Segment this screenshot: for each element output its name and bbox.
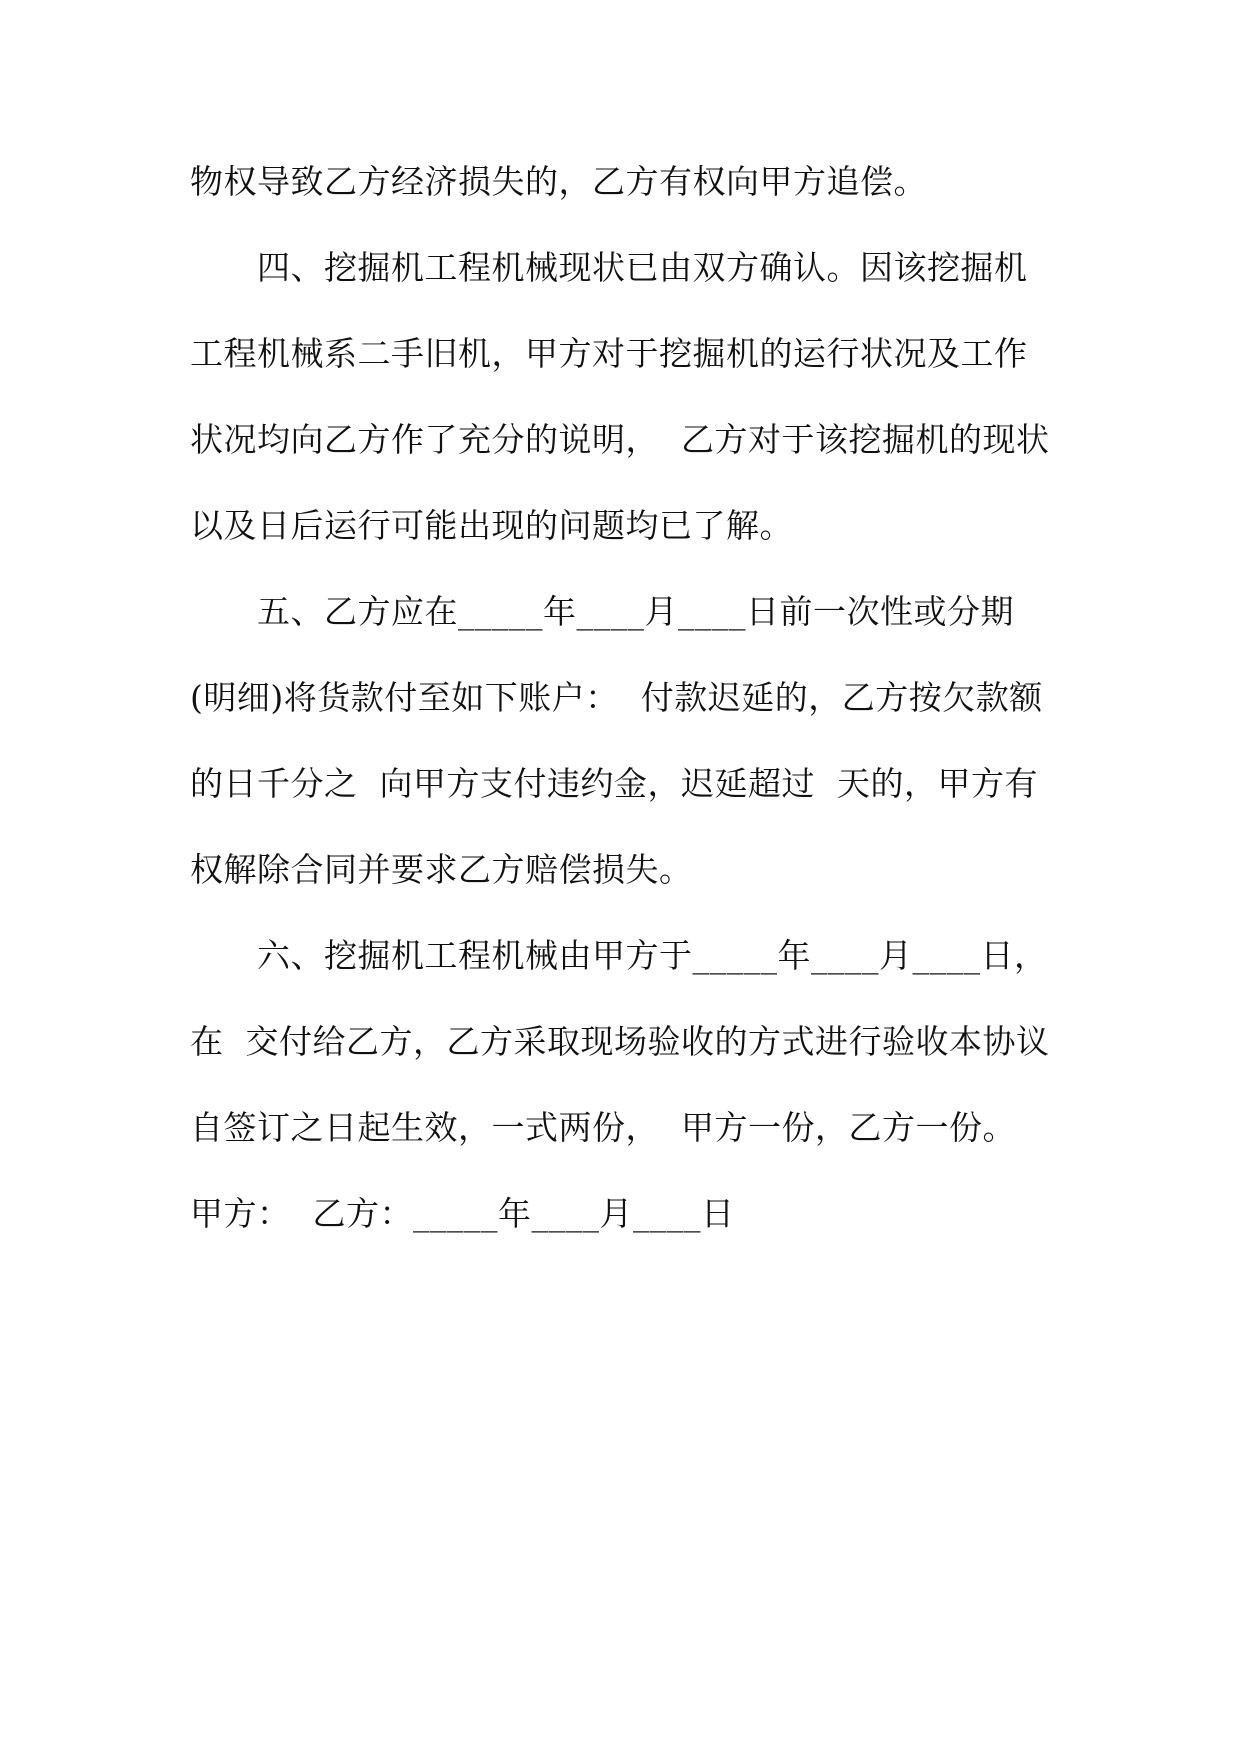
text-line-10: 六、挖掘机工程机械由甲方于_____年____月____日， <box>190 936 1048 975</box>
signature-line: 甲方： 乙方：_____年____月____日 <box>190 1194 735 1233</box>
text-line-2: 四、挖掘机工程机械现状已由双方确认。因该挖掘机 <box>190 248 1028 287</box>
text-line-12: 自签订之日起生效，一式两份， 甲方一份，乙方一份。 <box>190 1108 1016 1147</box>
text-line-7: (明细)将货款付至如下账户： 付款迟延的，乙方按欠款额 <box>190 678 1043 717</box>
text-line-3: 工程机械系二手旧机，甲方对于挖掘机的运行状况及工作 <box>190 334 1028 373</box>
text-line-11: 在 交付给乙方，乙方采取现场验收的方式进行验收本协议 <box>190 1022 1050 1061</box>
text-line-8: 的日千分之 向甲方支付违约金，迟延超过 天的，甲方有 <box>190 764 1038 803</box>
text-line-6: 五、乙方应在_____年____月____日前一次性或分期 <box>190 592 1014 631</box>
text-line-5: 以及日后运行可能出现的问题均已了解。 <box>190 506 793 545</box>
text-line-1: 物权导致乙方经济损失的，乙方有权向甲方追偿。 <box>190 162 927 201</box>
text-line-4: 状况均向乙方作了充分的说明， 乙方对于该挖掘机的现状 <box>190 420 1050 459</box>
text-line-9: 权解除合同并要求乙方赔偿损失。 <box>190 850 693 889</box>
